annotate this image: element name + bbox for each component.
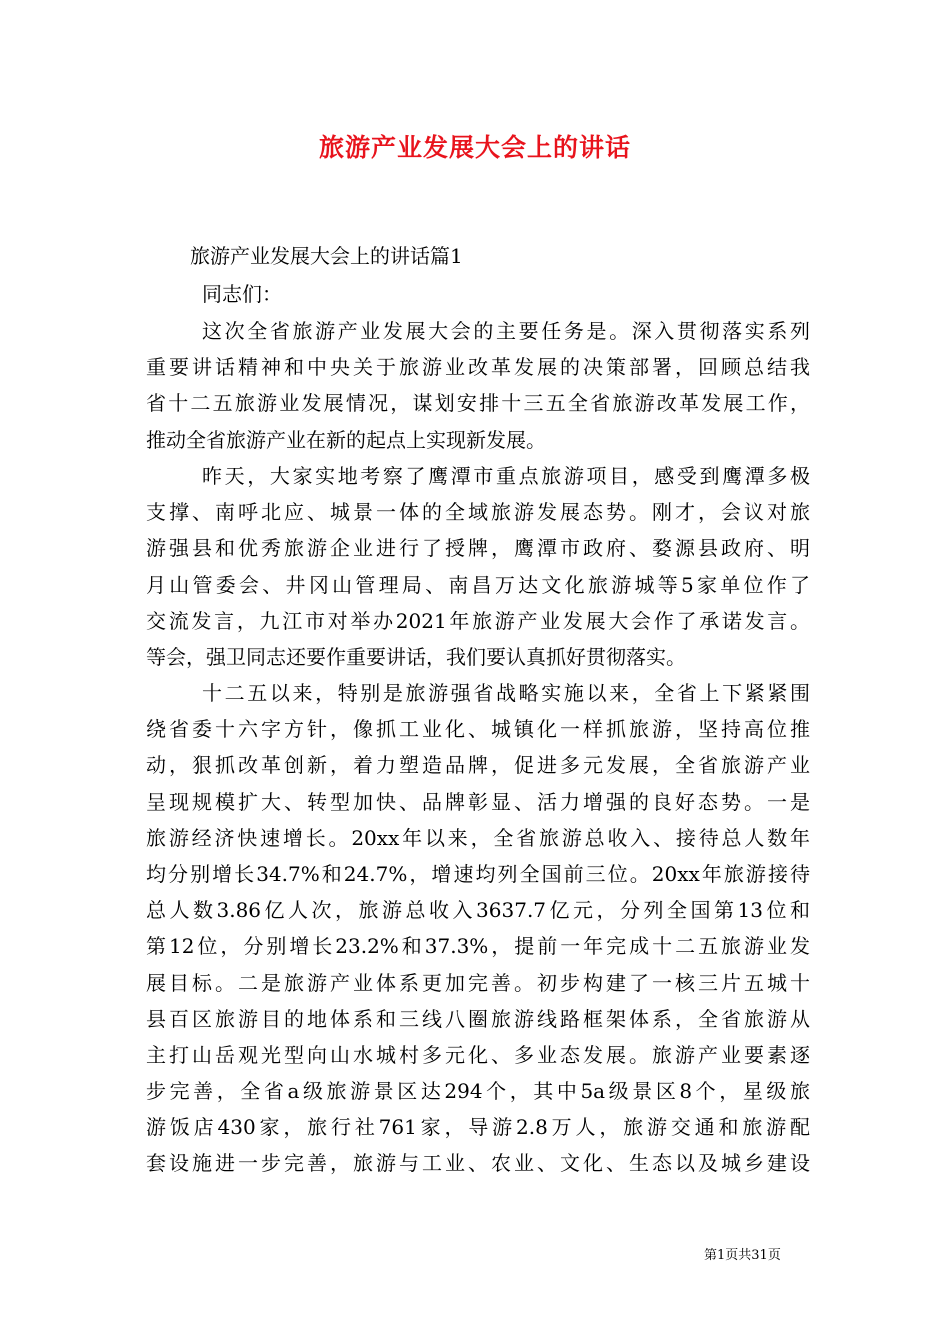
paragraph-line: 绕省委十六字方针，像抓工业化、城镇化一样抓旅游，坚持高位推 — [146, 717, 810, 742]
paragraph-line: 游强县和优秀旅游企业进行了授牌，鹰潭市政府、婺源县政府、明 — [146, 536, 810, 561]
section-heading: 旅游产业发展大会上的讲话篇1 — [190, 244, 463, 268]
paragraph-line: 旅游经济快速增长。20xx年以来，全省旅游总收入、接待总人数年 — [146, 825, 810, 850]
paragraph-1 — [146, 313, 810, 458]
paragraph-line: 游饭店430家，旅行社761家，导游2.8万人，旅游交通和旅游配 — [146, 1115, 810, 1140]
paragraph-line: 均分别增长34.7%和24.7%，增速均列全国前三位。20xx年旅游接待 — [146, 861, 810, 886]
paragraph-line: 重要讲话精神和中央关于旅游业改革发展的决策部署，回顾总结我 — [146, 355, 810, 380]
paragraph-line: 呈现规模扩大、转型加快、品牌彰显、活力增强的良好态势。一是 — [146, 789, 810, 814]
paragraph-line: 十二五以来，特别是旅游强省战略实施以来，全省上下紧紧围 — [202, 681, 810, 705]
document-title: 旅游产业发展大会上的讲话 — [318, 133, 631, 162]
paragraph-line: 套设施进一步完善，旅游与工业、农业、文化、生态以及城乡建设 — [146, 1151, 810, 1176]
paragraph-line: 主打山岳观光型向山水城村多元化、多业态发展。旅游产业要素逐 — [146, 1042, 810, 1067]
paragraph-line: 月山管委会、井冈山管理局、南昌万达文化旅游城等5家单位作了 — [146, 572, 810, 597]
paragraph-line: 推动全省旅游产业在新的起点上实现新发展。 — [146, 427, 546, 452]
paragraph-line: 县百区旅游目的地体系和三线八圈旅游线路框架体系，全省旅游从 — [146, 1006, 810, 1031]
paragraph-3 — [146, 675, 810, 1182]
paragraph-line: 昨天，大家实地考察了鹰潭市重点旅游项目，感受到鹰潭多极 — [202, 464, 810, 488]
paragraph-2 — [146, 458, 810, 675]
paragraph-line: 省十二五旅游业发展情况，谋划安排十三五全省旅游改革发展工作， — [146, 391, 810, 416]
paragraph-line: 步完善，全省a级旅游景区达294个，其中5a级景区8个，星级旅 — [146, 1079, 810, 1104]
paragraph-line: 第12位，分别增长23.2%和37.3%，提前一年完成十二五旅游业发 — [146, 934, 810, 959]
paragraph-line: 交流发言，九江市对举办2021年旅游产业发展大会作了承诺发言。 — [146, 608, 810, 633]
paragraph-line: 支撑、南呼北应、城景一体的全域旅游发展态势。刚才，会议对旅 — [146, 500, 810, 525]
salutation: 同志们： — [202, 282, 282, 306]
paragraph-line: 动，狠抓改革创新，着力塑造品牌，促进多元发展，全省旅游产业 — [146, 753, 810, 778]
paragraph-line: 等会，强卫同志还要作重要讲话，我们要认真抓好贯彻落实。 — [146, 644, 686, 669]
paragraph-line: 这次全省旅游产业发展大会的主要任务是。深入贯彻落实系列 — [202, 319, 810, 343]
paragraph-line: 展目标。二是旅游产业体系更加完善。初步构建了一核三片五城十 — [146, 970, 810, 995]
paragraph-line: 总人数3.86亿人次，旅游总收入3637.7亿元，分列全国第13位和 — [146, 898, 810, 923]
page-number-footer: 第1页共31页 — [704, 1248, 781, 1263]
